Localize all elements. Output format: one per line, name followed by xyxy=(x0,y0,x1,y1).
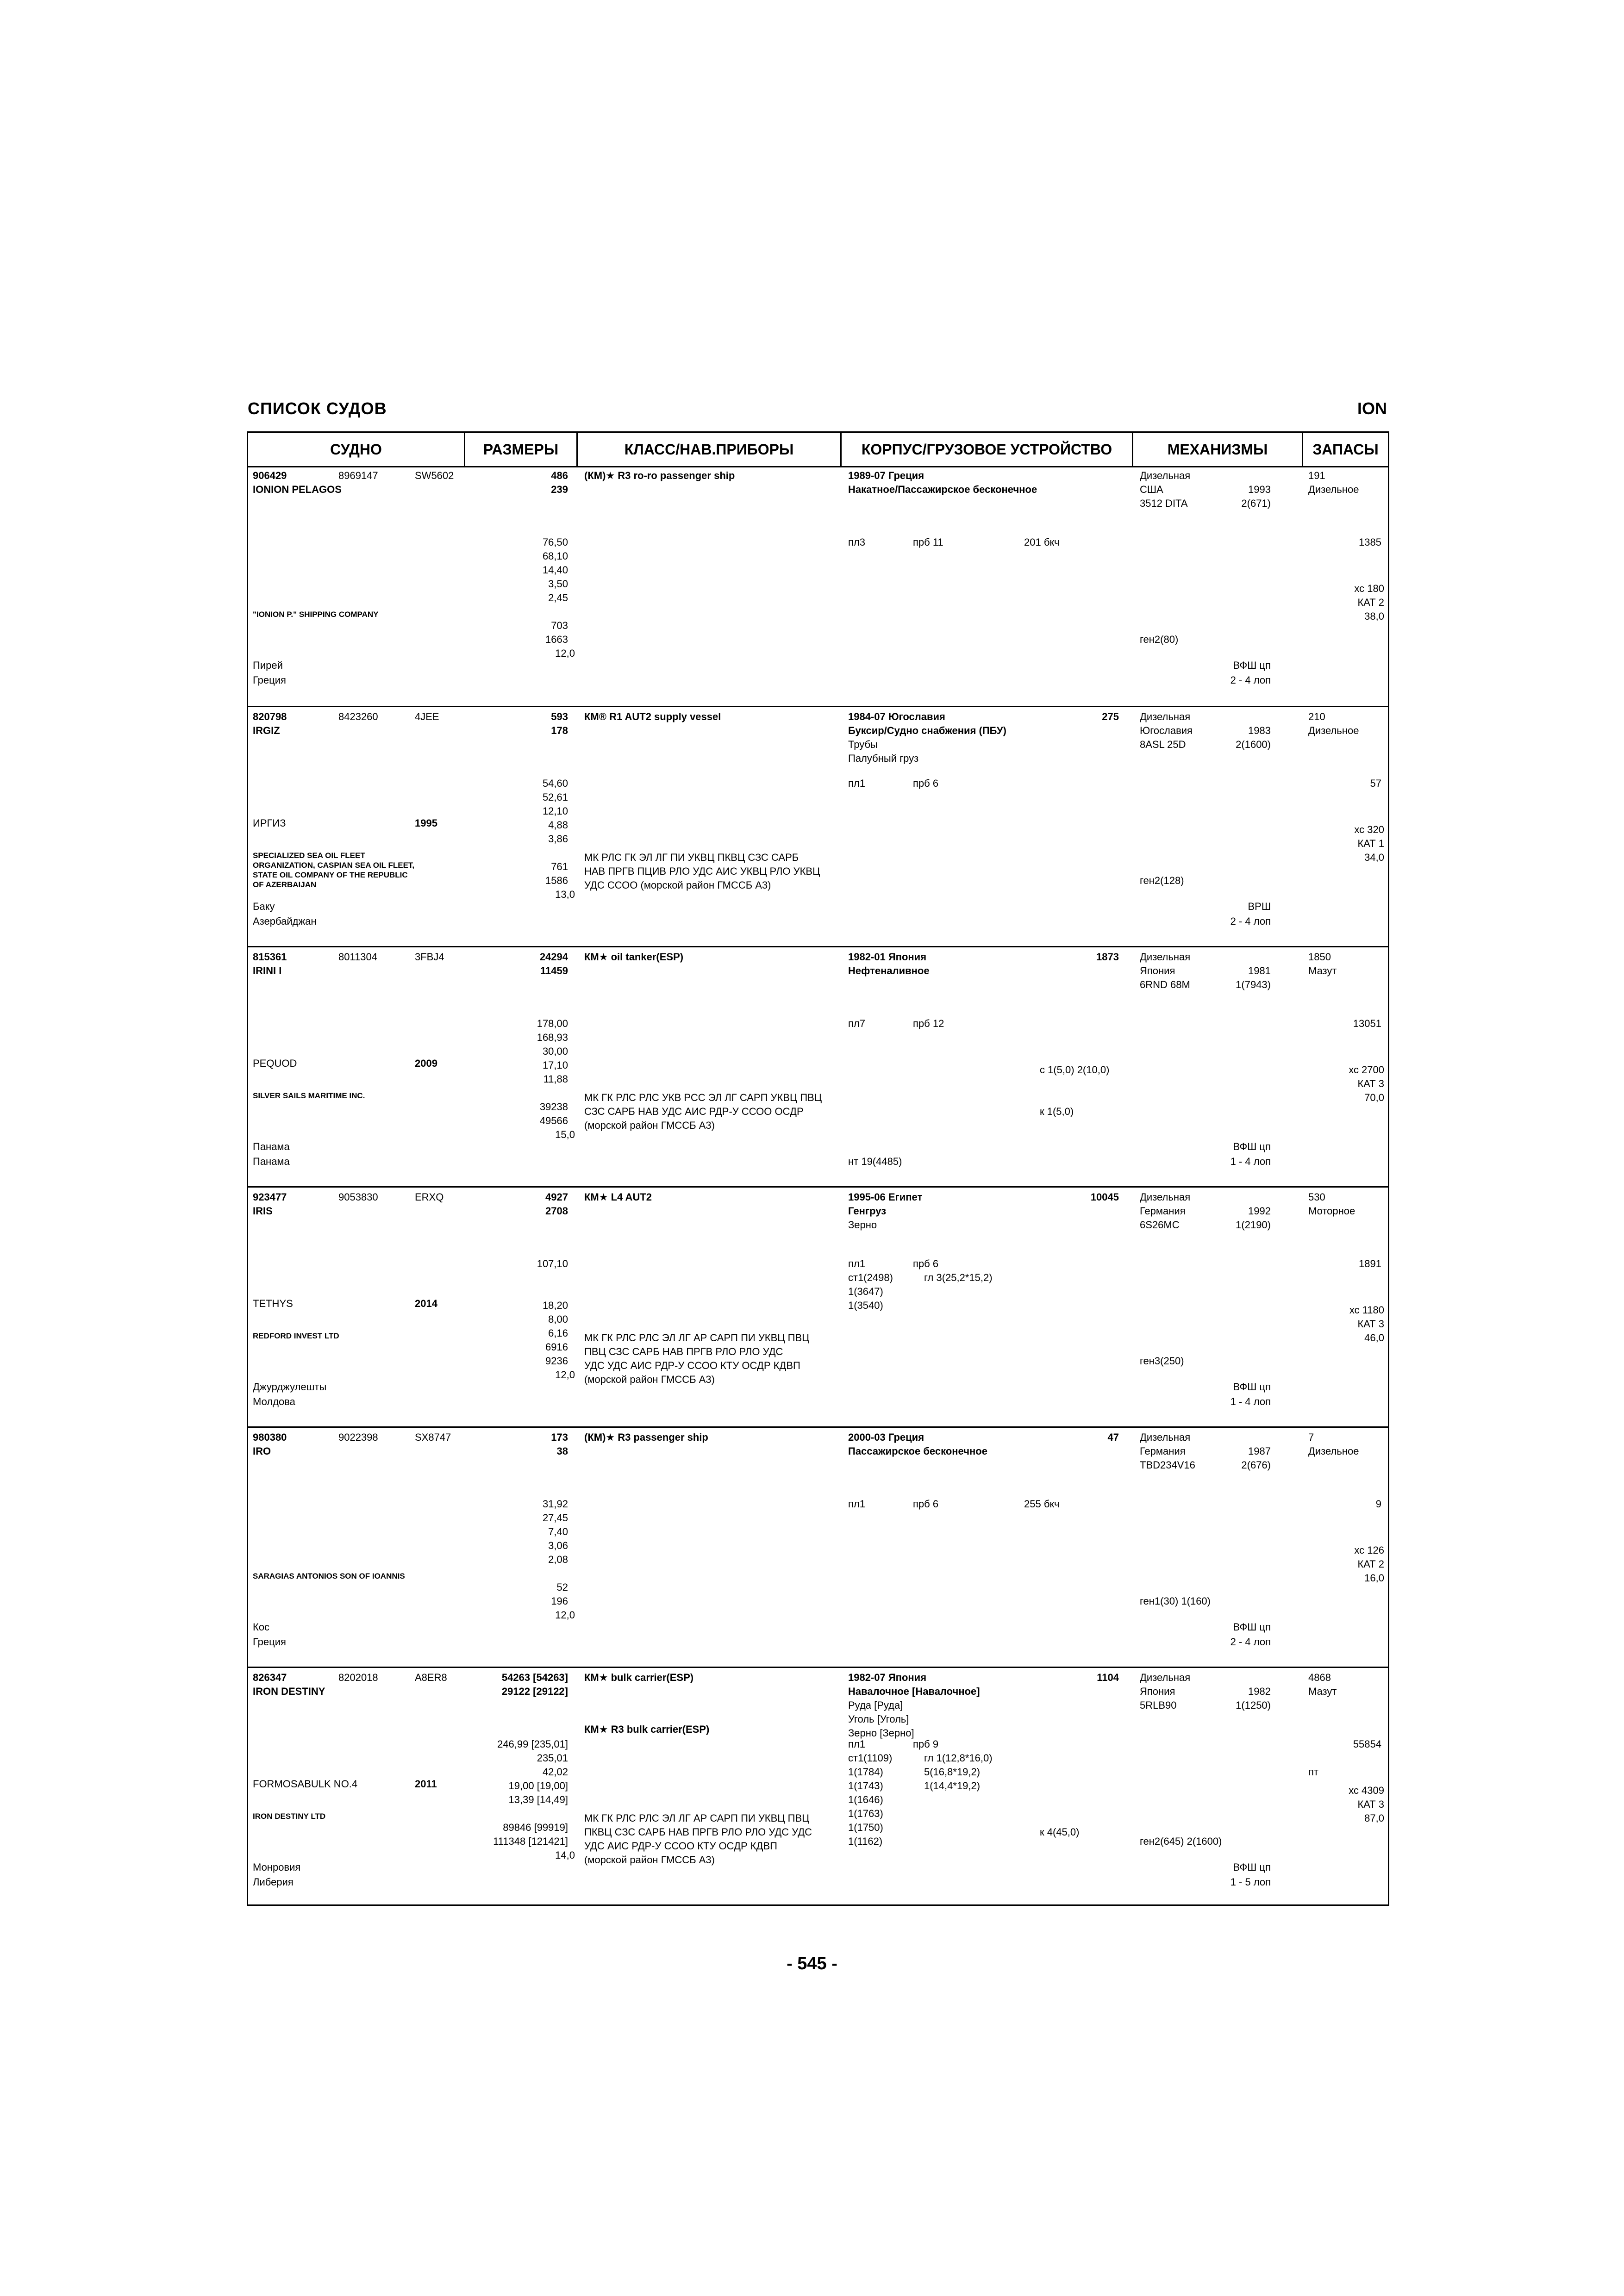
speed: 12,0 xyxy=(555,1369,575,1381)
fuel-quantity: 1850 xyxy=(1308,951,1331,963)
water-supply: 57 xyxy=(1370,778,1381,789)
propeller: ВФШ цп xyxy=(1233,660,1271,671)
engine: Дизельная Югославия 8ASL 25D xyxy=(1140,711,1193,750)
engine-year: 1987 xyxy=(1248,1445,1271,1457)
cranes-2: к 4(45,0) xyxy=(1040,1826,1080,1838)
imo-number: 8969147 xyxy=(338,470,378,481)
gross-tonnage: 178 xyxy=(551,725,568,736)
ship-table xyxy=(247,431,1389,1906)
reg-number: 820798 xyxy=(253,711,287,722)
vessel-type: Нефтеналивное xyxy=(848,965,930,977)
hatches: гл 3(25,2*15,2) xyxy=(924,1272,993,1283)
deadweight: 24294 xyxy=(539,951,568,963)
home-port: Монровия xyxy=(253,1861,301,1873)
build-info: 1995-06 Египет xyxy=(848,1191,923,1203)
former-name: ИРГИЗ xyxy=(253,817,286,829)
owner: REDFORD INVEST LTD xyxy=(253,1332,339,1340)
header-vessel: СУДНО xyxy=(330,441,382,458)
class-notation: КМ★ bulk carrier(ESP) xyxy=(584,1672,694,1683)
supplies-extra: пт xyxy=(1308,1766,1318,1778)
engine-year: 1983 xyxy=(1248,725,1271,736)
engine-power: 1(7943) xyxy=(1236,979,1271,990)
engine-year: 1982 xyxy=(1248,1686,1271,1697)
dimensions: 76,50 68,10 14,40 3,50 2,45 xyxy=(542,536,568,604)
speed: 12,0 xyxy=(555,1609,575,1621)
fuel-type: Мазут xyxy=(1308,1686,1337,1697)
propeller: ВФШ цп xyxy=(1233,1141,1271,1152)
propeller: ВФШ цп xyxy=(1233,1621,1271,1633)
former-name: FORMOSABULK NO.4 xyxy=(253,1778,358,1790)
bulkheads: прб 6 xyxy=(913,1258,939,1269)
decks: пл1 xyxy=(848,1258,865,1269)
decks: пл1 xyxy=(848,1498,865,1510)
former-name: TETHYS xyxy=(253,1298,293,1309)
vessel-type: Генгруз xyxy=(848,1205,887,1217)
fuel-type: Моторное xyxy=(1308,1205,1355,1217)
build-info: 1984-07 Югославия xyxy=(848,711,945,722)
ship-record xyxy=(248,947,1388,1188)
vessel-name: IRON DESTINY xyxy=(253,1686,325,1697)
fuel-type: Дизельное xyxy=(1308,484,1359,495)
owner: SARAGIAS ANTONIOS SON OF IOANNIS xyxy=(253,1572,405,1580)
class-notation-2: КМ★ R3 bulk carrier(ESP) xyxy=(584,1724,710,1735)
tonnage: 89846 [99919] 111348 [121421] xyxy=(493,1822,568,1847)
call-sign: ERXQ xyxy=(415,1191,444,1203)
vessel-type: Буксир/Судно снабжения (ПБУ) xyxy=(848,725,1006,736)
dimensions: 31,92 27,45 7,40 3,06 2,08 xyxy=(542,1498,568,1565)
header-machinery: МЕХАНИЗМЫ xyxy=(1132,433,1302,466)
fuel-type: Мазут xyxy=(1308,965,1337,977)
owner: "IONION P." SHIPPING COMPANY xyxy=(253,610,379,619)
speed: 15,0 xyxy=(555,1129,575,1140)
decks: пл1 xyxy=(848,1738,865,1750)
fuel-quantity: 191 xyxy=(1308,470,1325,481)
tonnage: 39238 49566 xyxy=(539,1101,568,1126)
vessel-name: IRGIZ xyxy=(253,725,280,736)
speed: 13,0 xyxy=(555,889,575,900)
cargo-types: Руда [Руда] Уголь [Уголь] Зерно [Зерно] xyxy=(848,1699,914,1739)
class-notation: КМ® R1 AUT2 supply vessel xyxy=(584,711,721,722)
holds: ст1(1109) 1(1784) 1(1743) 1(1646) 1(1763) 1(1750) 1(1162) xyxy=(848,1752,893,1847)
reg-number: 815361 xyxy=(253,951,287,963)
call-sign: 3FBJ4 xyxy=(415,951,444,963)
vessel-type: Пассажирское бесконечное xyxy=(848,1445,987,1457)
vessel-name: IRIS xyxy=(253,1205,273,1217)
hatches: гл 1(12,8*16,0) 5(16,8*19,2) 1(14,4*19,2) xyxy=(924,1752,993,1792)
imo-number: 9053830 xyxy=(338,1191,378,1203)
bulkheads: прб 9 xyxy=(913,1738,939,1750)
fuel-quantity: 4868 xyxy=(1308,1672,1331,1683)
cranes-2: к 1(5,0) xyxy=(1040,1106,1074,1117)
capacity: 1873 xyxy=(1096,951,1119,963)
home-port: Баку xyxy=(253,901,275,912)
former-year: 2014 xyxy=(415,1298,437,1309)
engine: Дизельная Япония 5RLB90 xyxy=(1140,1672,1191,1711)
water-supply: 55854 xyxy=(1353,1738,1381,1750)
fuel-type: Дизельное xyxy=(1308,1445,1359,1457)
ice-class: хс 320 КАТ 1 34,0 xyxy=(1354,824,1384,863)
flag-state: Молдова xyxy=(253,1396,295,1407)
tonnage: 703 1663 xyxy=(545,620,568,645)
flag-state: Греция xyxy=(253,1636,286,1648)
engine-year: 1993 xyxy=(1248,484,1271,495)
gross-tonnage: 11459 xyxy=(540,965,568,977)
gross-tonnage: 29122 [29122] xyxy=(501,1686,568,1697)
ship-record xyxy=(248,1668,1388,1904)
reg-number: 826347 xyxy=(253,1672,287,1683)
deadweight: 486 xyxy=(551,470,568,481)
engine: Дизельная Германия TBD234V16 xyxy=(1140,1431,1195,1471)
deadweight: 54263 [54263] xyxy=(501,1672,568,1683)
ice-class: хс 2700 КАТ 3 70,0 xyxy=(1349,1064,1384,1103)
ship-record xyxy=(248,1188,1388,1428)
engine-power: 2(676) xyxy=(1241,1459,1271,1471)
reg-number: 980380 xyxy=(253,1431,287,1443)
hull-tail: нт 19(4485) xyxy=(848,1156,902,1167)
generators: ген2(645) 2(1600) xyxy=(1140,1836,1222,1847)
header-supplies: ЗАПАСЫ xyxy=(1302,433,1388,466)
decks: пл3 xyxy=(848,536,865,548)
deadweight: 4927 xyxy=(545,1191,568,1203)
water-supply: 13051 xyxy=(1353,1018,1381,1029)
owner: SILVER SAILS MARITIME INC. xyxy=(253,1091,365,1100)
engine-power: 1(2190) xyxy=(1236,1219,1271,1231)
decks: пл1 xyxy=(848,778,865,789)
vessel-type: Накатное/Пассажирское бесконечное xyxy=(848,484,1037,495)
engine-power: 2(1600) xyxy=(1236,739,1271,750)
class-notation: КМ★ L4 AUT2 xyxy=(584,1191,652,1203)
engine-year: 1992 xyxy=(1248,1205,1271,1217)
vessel-name: IRINI I xyxy=(253,965,282,977)
speed: 12,0 xyxy=(555,647,575,659)
propeller-blades: 2 - 4 лоп xyxy=(1230,1636,1271,1648)
dimensions: 178,00 168,93 30,00 17,10 11,88 xyxy=(537,1018,568,1085)
vessel-name: IONION PELAGOS xyxy=(253,484,342,495)
deadweight: 593 xyxy=(551,711,568,722)
propeller-blades: 1 - 4 лоп xyxy=(1230,1156,1271,1167)
imo-number: 8011304 xyxy=(338,951,378,963)
fuel-quantity: 530 xyxy=(1308,1191,1325,1203)
cargo-types: Зерно xyxy=(848,1219,877,1231)
owner: SPECIALIZED SEA OIL FLEET ORGANIZATION, CASPIAN SEA OIL FLEET, STATE OIL COMPANY OF THE REPUBLIC OF AZERBAIJAN xyxy=(253,851,415,889)
hull-extra: 201 бкч xyxy=(1024,536,1060,548)
nav-equipment: МК ГК РЛС РЛС ЭЛ ЛГ АР САРП ПИ УКВЦ ПВЦ ПКВЦ СЗС САРБ НАВ ПРГВ РЛО РЛО УДС УДС УДС АИС РДР-У ССОО КТУ ОСДР КДВП (морской район ГМССБ А3) xyxy=(584,1812,812,1866)
tonnage: 6916 9236 xyxy=(545,1341,568,1367)
home-port: Кос xyxy=(253,1621,270,1633)
bulkheads: прб 6 xyxy=(913,778,939,789)
build-info: 2000-03 Греция xyxy=(848,1431,924,1443)
propeller: ВФШ цп xyxy=(1233,1861,1271,1873)
former-year: 1995 xyxy=(415,817,437,829)
capacity: 275 xyxy=(1102,711,1119,722)
ship-record xyxy=(248,707,1388,947)
bulkheads: прб 6 xyxy=(913,1498,939,1510)
owner: IRON DESTINY LTD xyxy=(253,1812,326,1821)
call-sign: SW5602 xyxy=(415,470,454,481)
engine-year: 1981 xyxy=(1248,965,1271,977)
ice-class: хс 126 КАТ 2 16,0 xyxy=(1354,1544,1384,1584)
tonnage: 761 1586 xyxy=(545,861,568,886)
call-sign: 4JEE xyxy=(415,711,439,722)
header-class: КЛАСС/НАВ.ПРИБОРЫ xyxy=(576,433,840,466)
page-title: СПИСОК СУДОВ xyxy=(248,399,387,418)
propeller: ВРШ xyxy=(1248,901,1271,912)
fuel-quantity: 210 xyxy=(1308,711,1325,722)
call-sign: SX8747 xyxy=(415,1431,451,1443)
imo-number: 8423260 xyxy=(338,711,378,722)
table-header xyxy=(248,433,1388,467)
bulkheads: прб 12 xyxy=(913,1018,944,1029)
vessel-name: IRO xyxy=(253,1445,271,1457)
header-hull: КОРПУС/ГРУЗОВОЕ УСТРОЙСТВО xyxy=(840,433,1132,466)
cranes: с 1(5,0) 2(10,0) xyxy=(1040,1064,1110,1076)
page-tag: ION xyxy=(1357,399,1387,418)
flag-state: Греция xyxy=(253,674,286,686)
capacity: 1104 xyxy=(1097,1672,1119,1683)
flag-state: Панама xyxy=(253,1156,290,1167)
water-supply: 1891 xyxy=(1359,1258,1381,1269)
home-port: Панама xyxy=(253,1141,290,1152)
propeller-blades: 2 - 4 лоп xyxy=(1230,674,1271,686)
gross-tonnage: 38 xyxy=(556,1445,568,1457)
nav-equipment: МК ГК РЛС РЛС ЭЛ ЛГ АР САРП ПИ УКВЦ ПВЦ ПВЦ СЗС САРБ НАВ ПРГВ РЛО РЛО УДС УДС УДС АИС РДР-У ССОО КТУ ОСДР КДВП (морской район ГМССБ А3) xyxy=(584,1332,810,1385)
call-sign: A8ER8 xyxy=(415,1672,447,1683)
page-number: - 545 - xyxy=(787,1954,837,1973)
nav-equipment: МК ГК РЛС РЛС УКВ РСС ЭЛ ЛГ САРП УКВЦ ПВЦ СЗС САРБ НАВ УДС АИС РДР-У ССОО ОСДР (морской район ГМССБ А3) xyxy=(584,1092,822,1131)
bulkheads: прб 11 xyxy=(913,536,943,548)
flag-state: Либерия xyxy=(253,1876,294,1888)
ice-class: хс 4309 КАТ 3 87,0 xyxy=(1349,1785,1384,1824)
engine-power: 2(671) xyxy=(1241,498,1271,509)
propeller-blades: 2 - 4 лоп xyxy=(1230,915,1271,927)
reg-number: 906429 xyxy=(253,470,287,481)
engine: Дизельная Япония 6RND 68M xyxy=(1140,951,1191,990)
header-dimensions: РАЗМЕРЫ xyxy=(464,433,576,466)
nav-equipment: МК РЛС ГК ЭЛ ЛГ ПИ УКВЦ ПКВЦ СЗС САРБ НАВ ПРГВ ПЦИВ РЛО УДС АИС УКВЦ РЛО УКВЦ УДС ССОО (морской район ГМССБ А3) xyxy=(584,852,820,891)
engine-power: 1(1250) xyxy=(1236,1699,1271,1711)
former-year: 2009 xyxy=(415,1058,437,1069)
water-supply: 1385 xyxy=(1359,536,1381,548)
ice-class: хс 1180 КАТ 3 46,0 xyxy=(1349,1304,1384,1344)
vessel-type: Навалочное [Навалочное] xyxy=(848,1686,980,1697)
cargo-types: Трубы Палубный груз xyxy=(848,739,919,764)
tonnage: 52 196 xyxy=(551,1581,568,1607)
build-info: 1982-07 Япония xyxy=(848,1672,927,1683)
class-notation: КМ★ oil tanker(ESP) xyxy=(584,951,684,963)
home-port: Пирей xyxy=(253,660,283,671)
generators: ген3(250) xyxy=(1140,1355,1184,1367)
holds: ст1(2498) 1(3647) 1(3540) xyxy=(848,1272,893,1311)
former-name: PEQUOD xyxy=(253,1058,297,1069)
dimensions: 54,60 52,61 12,10 4,88 3,86 xyxy=(542,778,568,845)
reg-number: 923477 xyxy=(253,1191,287,1203)
hull-extra: 255 бкч xyxy=(1024,1498,1060,1510)
ship-record xyxy=(248,466,1388,707)
engine: Дизельная США 3512 DITA xyxy=(1140,470,1191,509)
build-info: 1989-07 Греция xyxy=(848,470,924,481)
dimensions: 107,10 18,20 8,00 6,16 xyxy=(537,1258,568,1339)
gross-tonnage: 239 xyxy=(551,484,568,495)
ship-record xyxy=(248,1428,1388,1668)
propeller: ВФШ цп xyxy=(1233,1381,1271,1393)
decks: пл7 xyxy=(848,1018,865,1029)
capacity: 47 xyxy=(1107,1431,1119,1443)
flag-state: Азербайджан xyxy=(253,915,317,927)
fuel-type: Дизельное xyxy=(1308,725,1359,736)
imo-number: 9022398 xyxy=(338,1431,378,1443)
home-port: Джурджулешты xyxy=(253,1381,327,1393)
class-notation: (КМ)★ R3 ro-ro passenger ship xyxy=(584,470,735,481)
speed: 14,0 xyxy=(555,1849,575,1861)
generators: ген2(128) xyxy=(1140,875,1184,886)
imo-number: 8202018 xyxy=(338,1672,378,1683)
water-supply: 9 xyxy=(1375,1498,1381,1510)
propeller-blades: 1 - 4 лоп xyxy=(1230,1396,1271,1407)
deadweight: 173 xyxy=(551,1431,568,1443)
build-info: 1982-01 Япония xyxy=(848,951,927,963)
class-notation: (КМ)★ R3 passenger ship xyxy=(584,1431,708,1443)
fuel-quantity: 7 xyxy=(1308,1431,1314,1443)
dimensions: 246,99 [235,01] 235,01 42,02 19,00 [19,00] 13,39 [14,49] xyxy=(497,1738,568,1805)
propeller-blades: 1 - 5 лоп xyxy=(1230,1876,1271,1888)
ice-class: хс 180 КАТ 2 38,0 xyxy=(1354,583,1384,622)
engine: Дизельная Германия 6S26MC xyxy=(1140,1191,1191,1231)
generators: ген2(80) xyxy=(1140,634,1179,645)
capacity: 10045 xyxy=(1090,1191,1119,1203)
generators: ген1(30) 1(160) xyxy=(1140,1595,1211,1607)
former-year: 2011 xyxy=(415,1778,437,1790)
gross-tonnage: 2708 xyxy=(545,1205,568,1217)
